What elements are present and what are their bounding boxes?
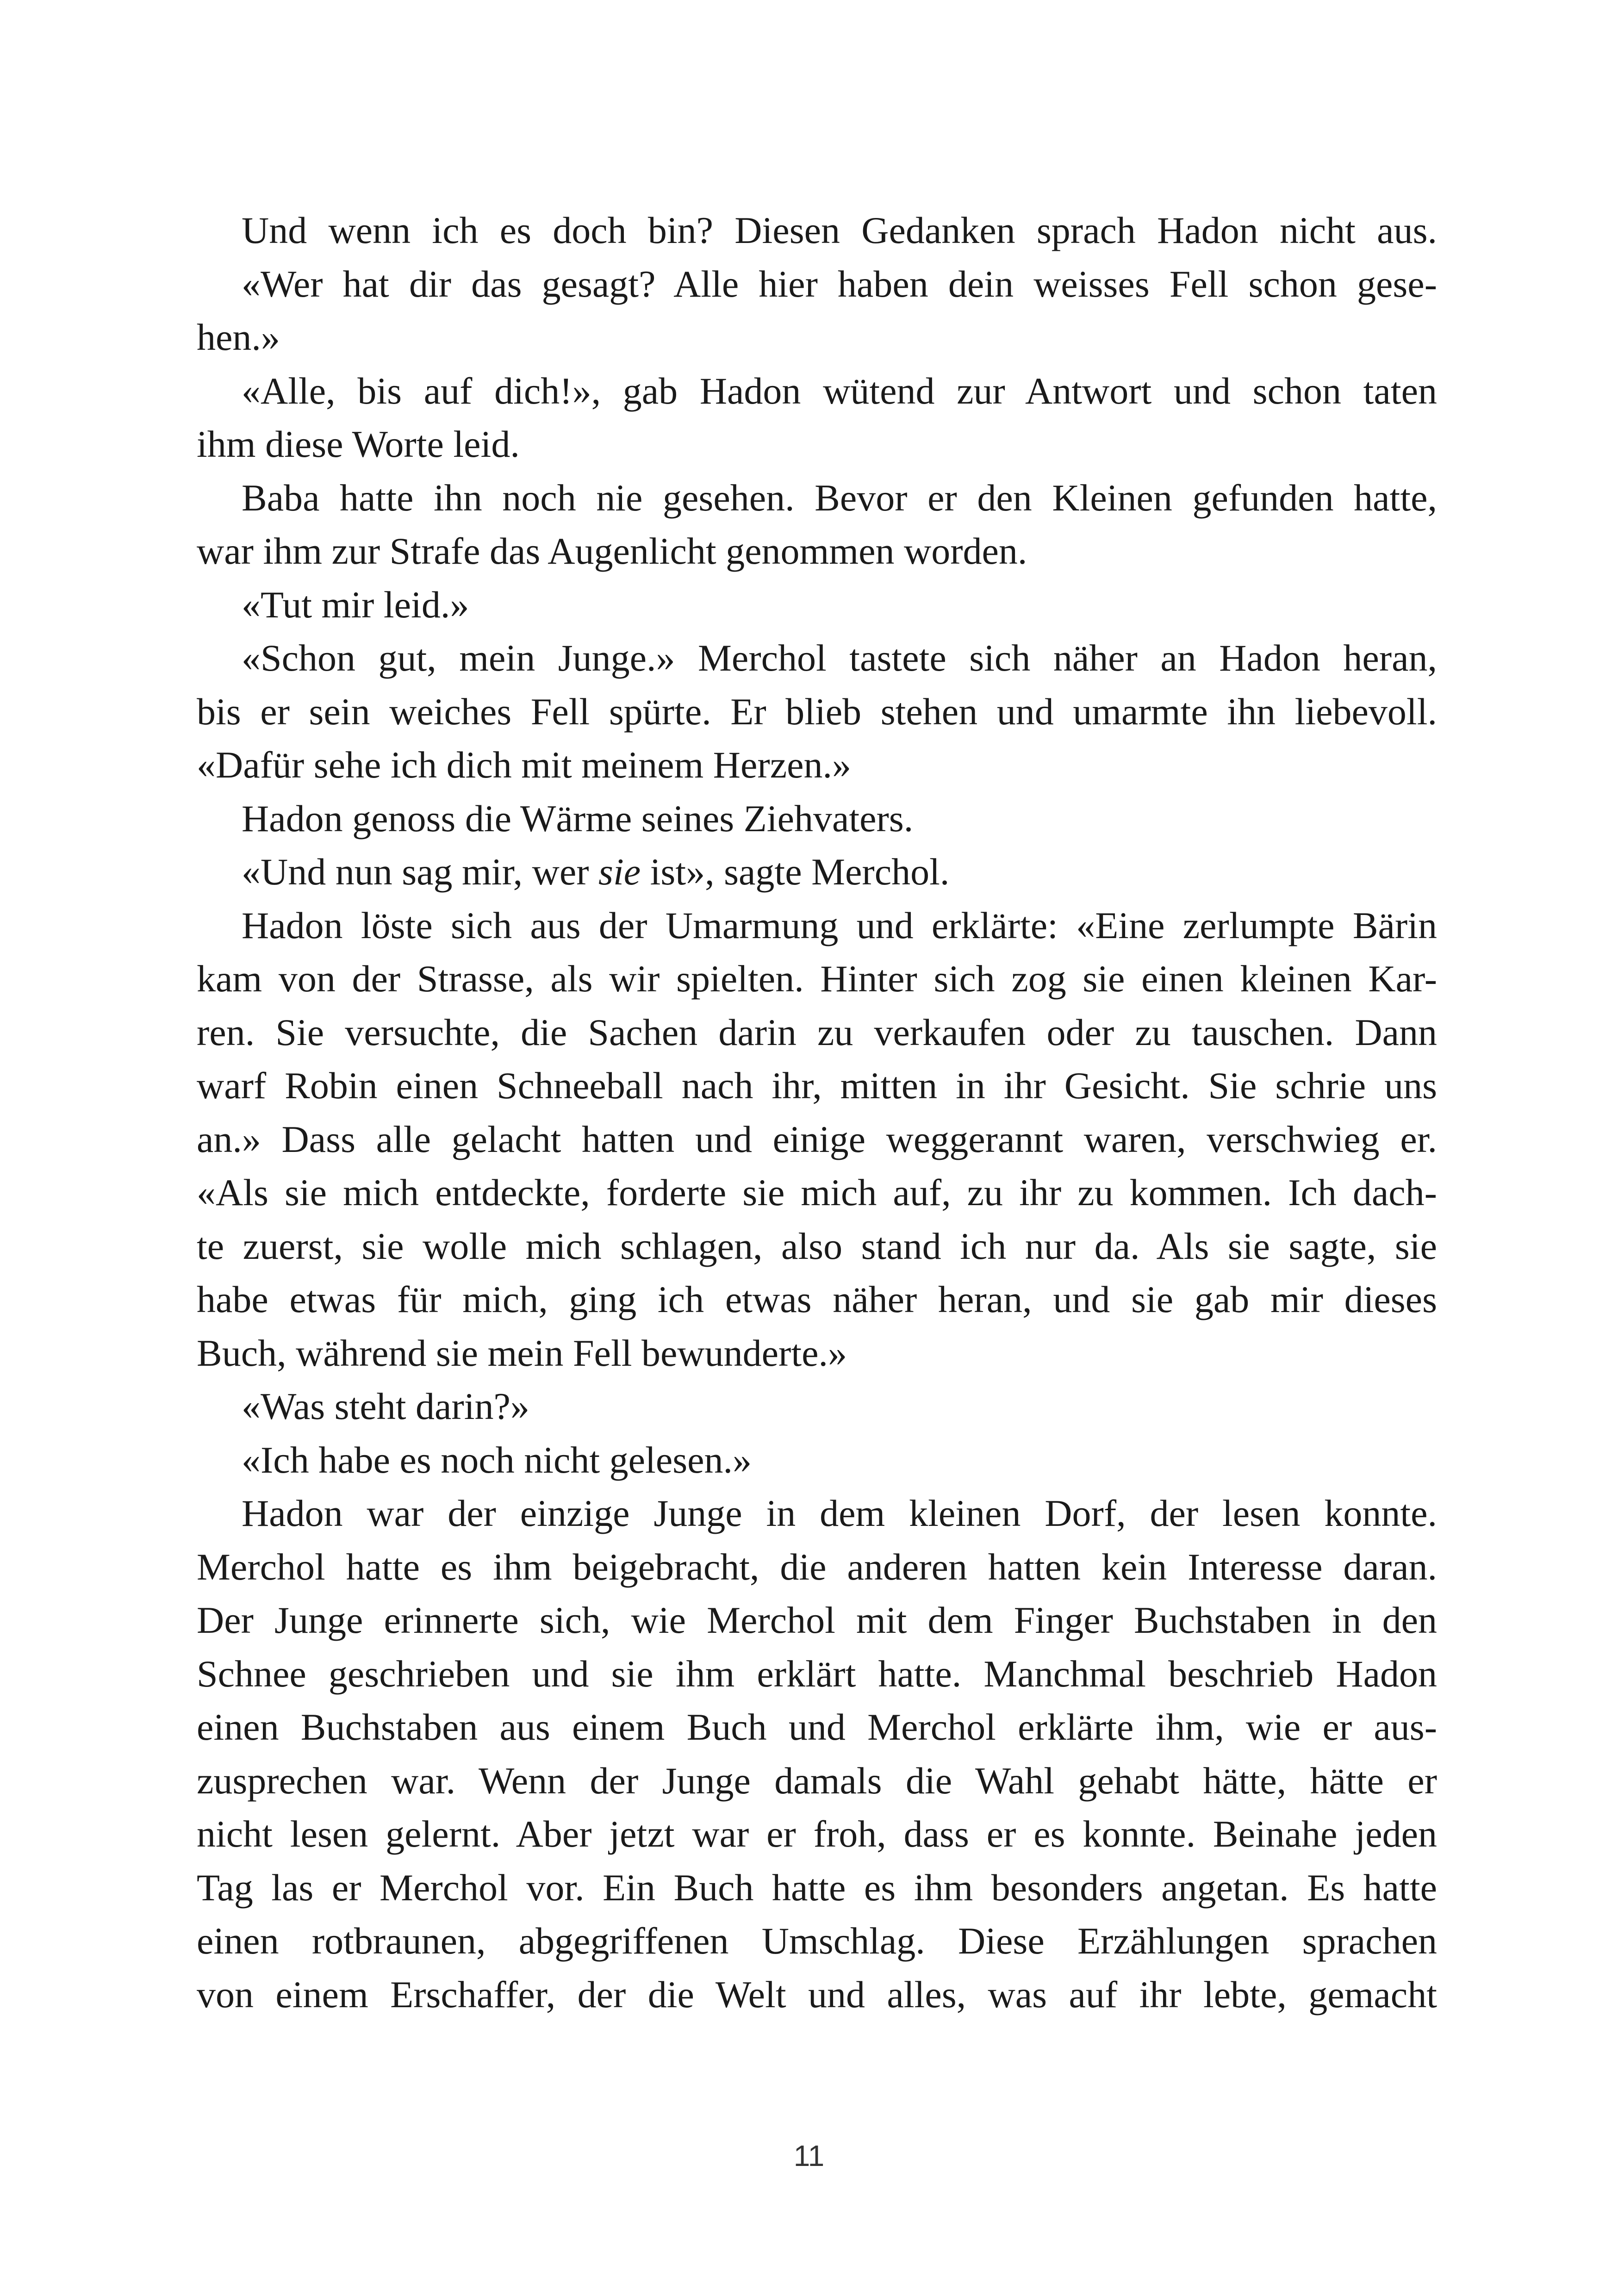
italic-word: sie (598, 851, 641, 893)
text-segment: ist», sagte Merchol. (641, 851, 950, 893)
text-line: ren. Sie versuchte, die Sachen darin zu verkaufen oder zu tauschen. Dann (197, 1011, 1437, 1053)
text-line: Baba hatte ihn noch nie gesehen. Bevor er den Kleinen gefunden hatte, (242, 476, 1437, 519)
text-line: Der Junge erinnerte sich, wie Merchol mit dem Finger Buchstaben in den (197, 1599, 1437, 1641)
text-line: Hadon war der einzige Junge in dem kleinen Dorf, der lesen konnte. (242, 1492, 1437, 1534)
text-line: Hadon genoss die Wärme seines Ziehvaters. (242, 797, 914, 840)
text-line: von einem Erschaffer, der die Welt und alles, was auf ihr lebte, gemacht (197, 1973, 1437, 2016)
body-text (197, 204, 1437, 2021)
text-line: einen rotbraunen, abgegriffenen Umschlag. Diese Erzählungen sprachen (197, 1920, 1437, 1962)
text-segment: «Und nun sag mir, wer (242, 851, 599, 893)
text-line: Hadon löste sich aus der Umarmung und erklärte: «Eine zerlumpte Bärin (242, 904, 1437, 946)
text-line: «Ich habe es noch nicht gelesen.» (242, 1438, 752, 1481)
text-line: hen.» (197, 316, 280, 358)
text-line: einen Buchstaben aus einem Buch und Merchol erklärte ihm, wie er aus- (197, 1706, 1437, 1748)
text-line: «Dafür sehe ich dich mit meinem Herzen.» (197, 744, 851, 786)
text-line (197, 845, 1437, 899)
text-line: war ihm zur Strafe das Augenlicht genommen worden. (197, 530, 1027, 572)
text-line: Tag las er Merchol vor. Ein Buch hatte es ihm besonders angetan. Es hatte (197, 1866, 1437, 1909)
text-line: «Wer hat dir das gesagt? Alle hier haben dein weisses Fell schon gese- (242, 262, 1437, 305)
text-line: an.» Dass alle gelacht hatten und einige weggerannt waren, verschwieg er. (197, 1118, 1437, 1160)
text-line: Schnee geschrieben und sie ihm erklärt hatte. Manchmal beschrieb Hadon (197, 1652, 1437, 1695)
text-line: kam von der Strasse, als wir spielten. Hinter sich zog sie einen kleinen Kar- (197, 958, 1437, 1000)
text-line: warf Robin einen Schneeball nach ihr, mitten in ihr Gesicht. Sie schrie uns (197, 1064, 1437, 1107)
text-line: Merchol hatte es ihm beigebracht, die anderen hatten kein Interesse daran. (197, 1545, 1437, 1588)
text-line: Und wenn ich es doch bin? Diesen Gedanken sprach Hadon nicht aus. (242, 209, 1437, 251)
text-line: «Was steht darin?» (242, 1385, 529, 1427)
text-line: te zuerst, sie wolle mich schlagen, also stand ich nur da. Als sie sagte, sie (197, 1225, 1437, 1267)
text-line: zusprechen war. Wenn der Junge damals die Wahl gehabt hätte, hätte er (197, 1759, 1437, 1802)
text-line: bis er sein weiches Fell spürte. Er blieb stehen und umarmte ihn liebevoll. (197, 690, 1437, 733)
text-line: ihm diese Worte leid. (197, 423, 520, 465)
page-number: 11 (793, 2139, 825, 2172)
text-line: Buch, während sie mein Fell bewunderte.» (197, 1332, 847, 1374)
text-line: «Als sie mich entdeckte, forderte sie mich auf, zu ihr zu kommen. Ich dach- (197, 1171, 1437, 1213)
text-line: «Tut mir leid.» (242, 583, 469, 626)
text-line: «Alle, bis auf dich!», gab Hadon wütend zur Antwort und schon taten (242, 369, 1437, 412)
text-line: nicht lesen gelernt. Aber jetzt war er froh, dass er es konnte. Beinahe jeden (197, 1813, 1437, 1855)
text-line: habe etwas für mich, ging ich etwas näher heran, und sie gab mir dieses (197, 1278, 1437, 1320)
text-line: «Schon gut, mein Junge.» Merchol tastete sich näher an Hadon heran, (242, 637, 1437, 679)
